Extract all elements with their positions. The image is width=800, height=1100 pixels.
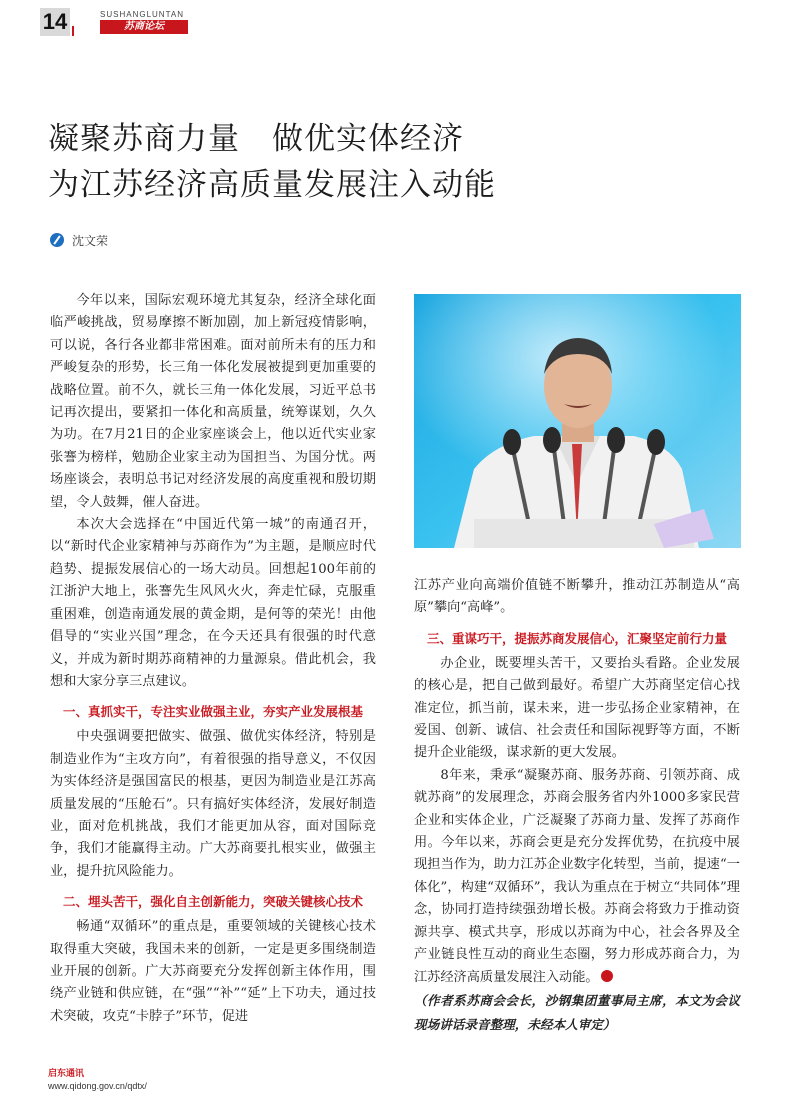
paragraph: 江苏产业向高端价值链不断攀升，推动江苏制造从“高原”攀向“高峰”。 <box>414 578 740 616</box>
section-heading-2: 二、埋头苦干，强化自主创新能力，突破关键核心技术 <box>62 895 363 910</box>
paragraph: 办企业，既要埋头苦干，又要抬头看路。企业发展的核心是，把自己做到最好。希望广大苏商坚定信心找准定位，抓当前，谋未来，进一步弘扬企业家精神，在爱国、创新、诚信、社会责任和国际视野等方面，不断提升企业能级，谋求新的更大发展。 <box>414 655 740 761</box>
author-name: 沈文荣 <box>72 233 109 248</box>
paragraph: 今年以来，国际宏观环境尤其复杂，经济全球化面临严峻挑战，贸易摩擦不断加剧，加上新冠疫情影响，可以说，各行各业都非常困难。面对前所未有的压力和严峻复杂的形势，长三角一体化发展被提到更加重要的战略位置。前不久，就长三角一体化发展，习近平总书记再次提出，要紧扣一体化和高质量，统筹谋划，久久为功。在7月21日的企业家座谈会上，他以近代实业家张謇为榜样，勉励企业家主动为国担当、为国分忧。两场座谈会，表明总书记对经济发展的高度重视和殷切期望，令人鼓舞，催人奋进。 <box>50 293 376 510</box>
end-mark-icon <box>601 970 613 982</box>
title-line-1: 凝聚苏商力量 做优实体经济 <box>48 121 464 156</box>
magazine-name-en: SUSHANGLUNTAN <box>100 10 184 19</box>
right-column <box>414 575 740 1037</box>
paragraph-text: 8年来，秉承“凝聚苏商、服务苏商、引领苏商、成就苏商”的发展理念，苏商会服务省内外1000多家民营企业和实体企业，广泛凝聚了苏商力量、发挥了苏商作用。今年以来，苏商会更是充分发挥优势，在抗疫中展现担当作为，助力江苏企业数字化转型，当前，提速“一体化”，构建“双循环”，我认为重点在于树立“共同体”理念，协同打造持续强劲增长极。苏商会将致力于推动资源共享、模式共享，形成以苏商为中心，社会各界及全产业链良性互动的商业生态圈，努力形成苏商合力，为江苏经济高质量发展注入动能。 <box>414 767 740 985</box>
paragraph: 中央强调要把做实、做强、做优实体经济，特别是制造业作为“主攻方向”，有着很强的指导意义，不仅因为实体经济是强国富民的根基，更因为制造业是江苏高质量发展的“压舱石”。只有搞好实体经济，发展好制造业，面对危机挑战，我们才能更加从容，面对国际竞争，我们才能赢得主动。广大苏商要扎根实业，做强主业，提升抗风险能力。 <box>50 729 376 879</box>
pen-icon <box>50 233 64 247</box>
left-column <box>50 290 376 1028</box>
header-divider <box>72 26 74 36</box>
paragraph: 畅通“双循环”的重点是，重要领域的关键核心技术取得重大突破，我国未来的创新，一定是更多围绕制造业开展的创新。广大苏商要充分发挥创新主体作用，围绕产业链和供应链，在“强”“补”“延”上下功夫，通过技术突破，攻克“卡脖子”环节，促进 <box>50 919 376 1024</box>
author-line <box>50 232 108 248</box>
section-heading-3: 三、重谋巧干，提振苏商发展信心，汇聚坚定前行力量 <box>426 631 727 646</box>
footer-brand: 启东通讯 <box>48 1068 85 1078</box>
speaker-photo <box>414 294 741 548</box>
paragraph: 本次大会选择在“中国近代第一城”的南通召开，以“新时代企业家精神与苏商作为”为主题，是顺应时代趋势、提振发展信心的一场大动员。回想起100年前的江浙沪大地上，张謇先生风风火火，奔走忙碌，克服重重困难，创造南通发展的黄金期，是何等的荣光！由他倡导的“实业兴国”理念，在今天还具有很强的时代意义，并成为新时期苏商精神的力量源泉。借此机会，我想和大家分享三点建议。 <box>50 517 376 689</box>
author-note: （作者系苏商会会长，沙钢集团董事局主席，本文为会议现场讲话录音整理，未经本人审定） <box>414 992 740 1032</box>
page-number: 14 <box>40 8 70 36</box>
article-title <box>48 116 496 208</box>
paragraph <box>414 765 740 989</box>
title-line-2: 为江苏经济高质量发展注入动能 <box>48 167 496 202</box>
page-footer <box>48 1066 147 1091</box>
footer-url: www.qidong.gov.cn/qdtx/ <box>48 1081 147 1091</box>
page-header <box>40 8 200 38</box>
section-heading-1: 一、真抓实干，专注实业做强主业，夯实产业发展根基 <box>62 705 363 720</box>
magazine-name-cn: 苏商论坛 <box>100 20 188 34</box>
